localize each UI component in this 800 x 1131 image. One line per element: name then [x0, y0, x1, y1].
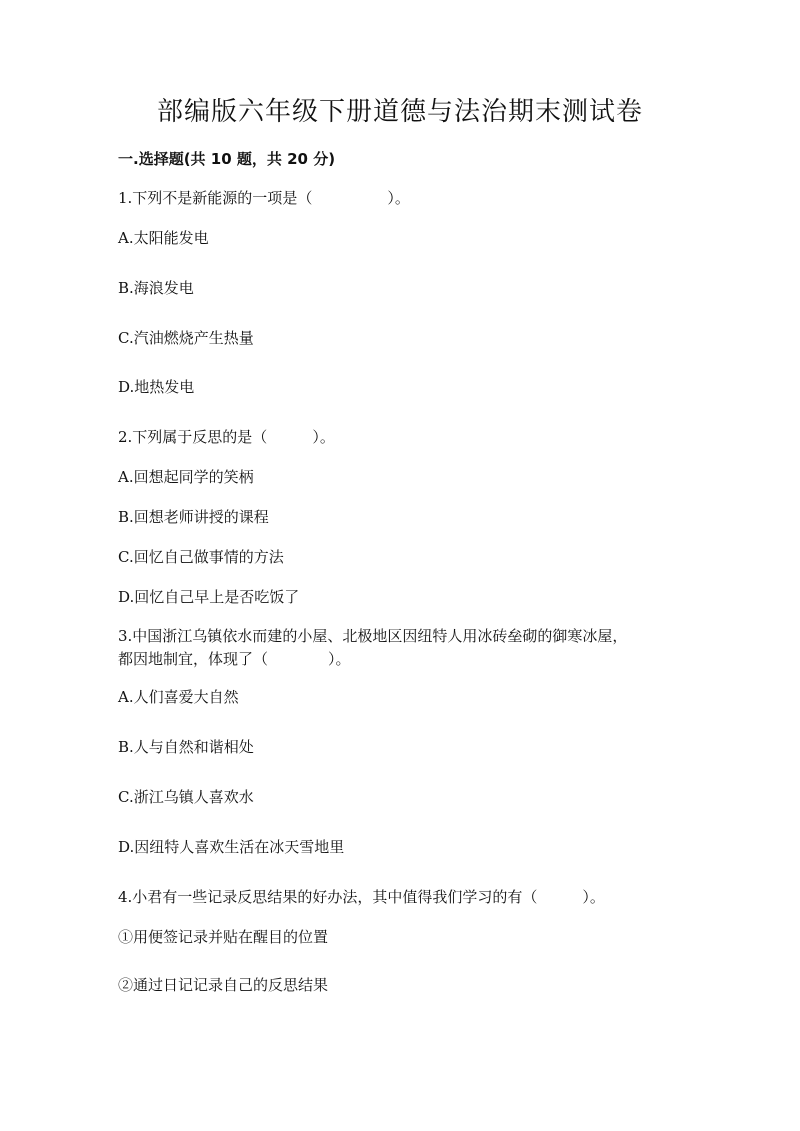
section-heading: 一.选择题(共 10 题，共 20 分): [118, 150, 336, 168]
question-3-stem-line-2: 都因地制宜，体现了（ ）。: [118, 650, 351, 668]
page-title: 部编版六年级下册道德与法治期末测试卷: [156, 97, 643, 127]
question-3-stem-line-1: 3.中国浙江乌镇依水而建的小屋、北极地区因纽特人用冰砖垒砌的御寒冰屋，: [118, 627, 628, 645]
question-2-stem: 2.下列属于反思的是（ ）。: [118, 428, 335, 446]
question-4-stem: 4.小君有一些记录反思结果的好办法，其中值得我们学习的有（ ）。: [118, 888, 605, 906]
question-1-option-d: D.地热发电: [118, 378, 195, 396]
question-1-stem: 1.下列不是新能源的一项是（ ）。: [118, 189, 410, 207]
question-1-option-c: C.汽油燃烧产生热量: [118, 329, 254, 347]
question-1-option-b: B.海浪发电: [118, 279, 194, 297]
question-4-option-1: ①用便签记录并贴在醒目的位置: [118, 928, 329, 946]
question-3-option-d: D.因纽特人喜欢生活在冰天雪地里: [118, 838, 345, 856]
question-2-option-c: C.回忆自己做事情的方法: [118, 548, 284, 566]
question-2-option-b: B.回想老师讲授的课程: [118, 508, 269, 526]
question-3-option-c: C.浙江乌镇人喜欢水: [118, 788, 254, 806]
question-1-option-a: A.太阳能发电: [118, 229, 209, 247]
question-3-option-a: A.人们喜爱大自然: [118, 688, 239, 706]
question-3-option-b: B.人与自然和谐相处: [118, 738, 254, 756]
question-2-option-a: A.回想起同学的笑柄: [118, 468, 254, 486]
question-4-option-2: ②通过日记记录自己的反思结果: [118, 976, 329, 994]
question-2-option-d: D.回忆自己早上是否吃饭了: [118, 588, 300, 606]
